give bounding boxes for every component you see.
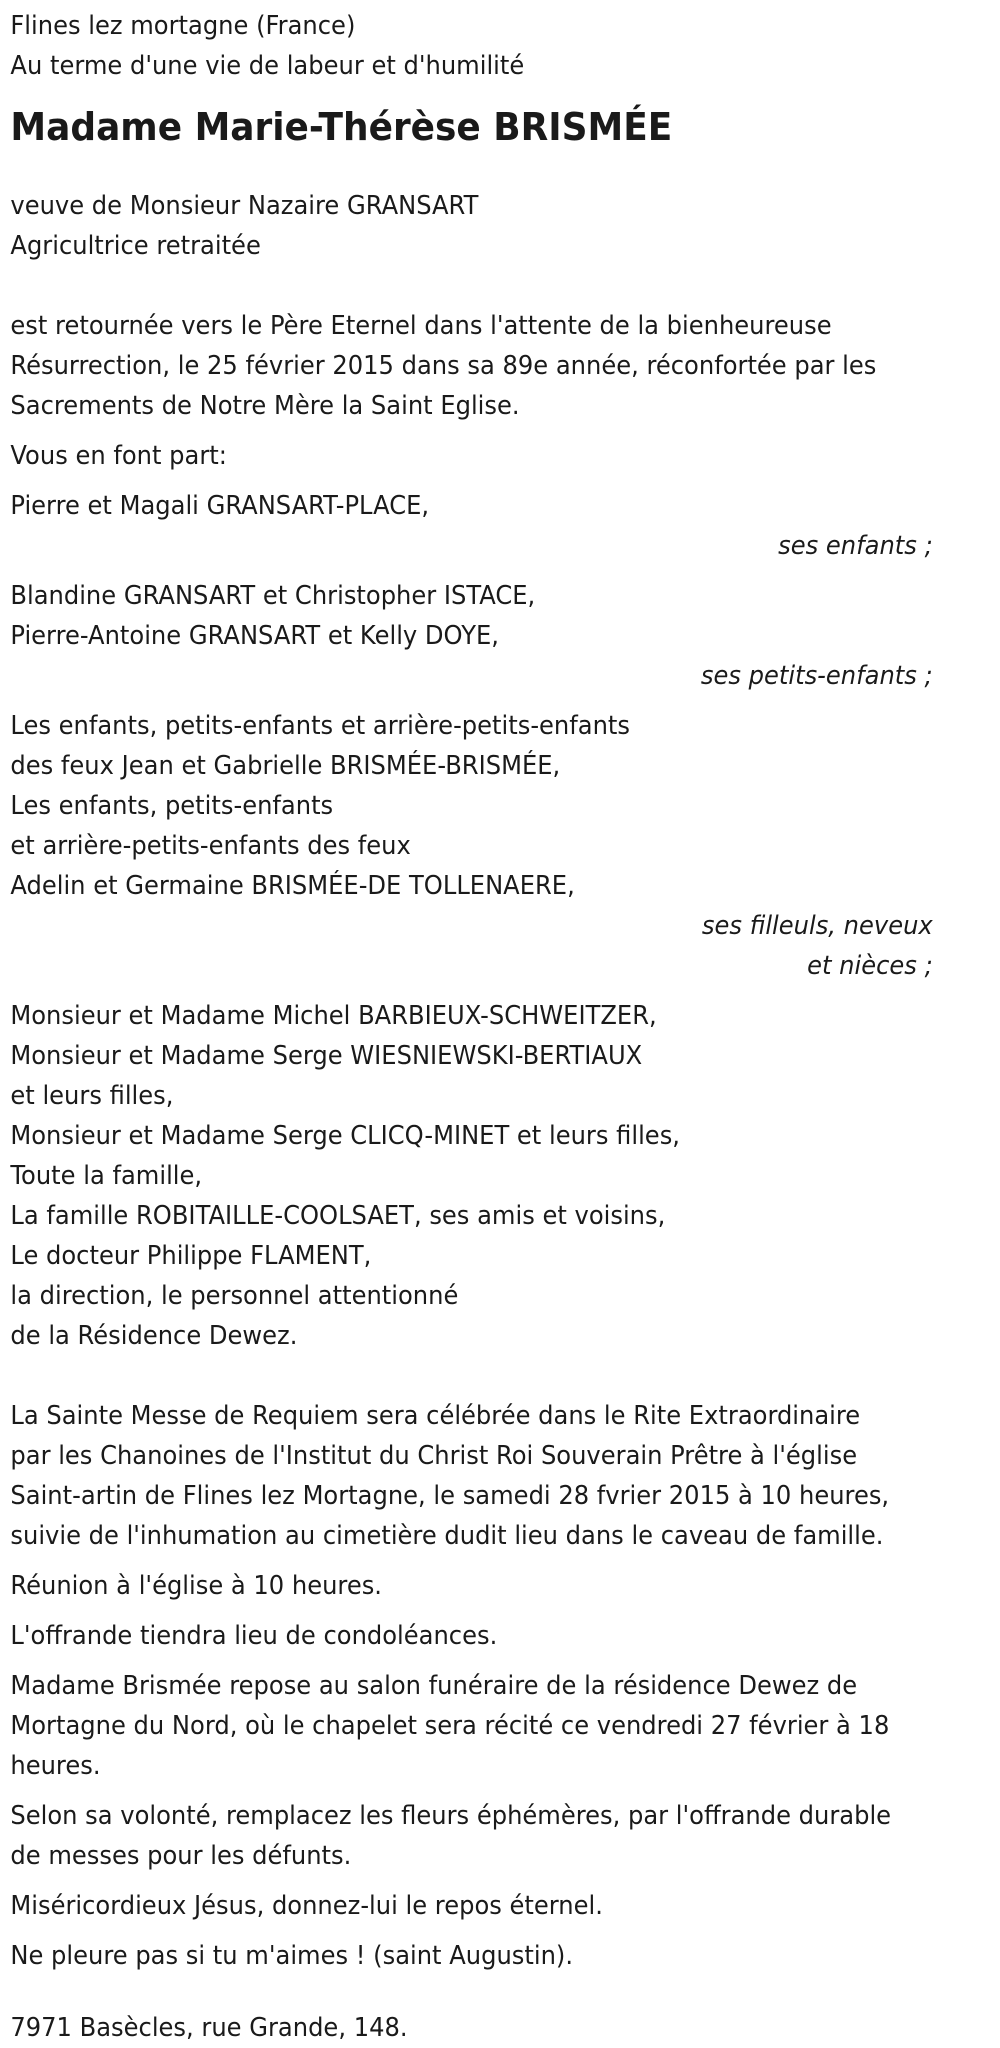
widow-of-line: veuve de Monsieur Nazaire GRANSART [10,191,479,221]
ceremony-line: par les Chanoines de l'Institut du Christ Roi Souverain Prêtre à l'église [10,1441,858,1471]
family-line: Adelin et Germaine BRISMÉE-DE TOLLENAERE, [10,871,575,901]
location-line: Flines lez mortagne (France) [10,11,356,41]
family-line: Pierre et Magali GRANSART-PLACE, [10,491,430,521]
family-line: Les enfants, petits-enfants et arrière-petits-enfants [10,711,631,741]
others-line: et leurs filles, [10,1081,174,1111]
family-line: et arrière-petits-enfants des feux [10,831,411,861]
announcement-paragraph [10,306,932,426]
intro-line: Au terme d'une vie de labeur et d'humilité [10,51,525,81]
relation-label: et nièces ; [807,951,933,981]
family-line: des feux Jean et Gabrielle BRISMÉE-BRISMÉE, [10,751,561,781]
others-line: Monsieur et Madame Michel BARBIEUX-SCHWEITZER, [10,1001,657,1031]
family-group-children [10,486,932,566]
others-line: Monsieur et Madame Serge CLICQ-MINET et leurs filles, [10,1121,680,1151]
rest-paragraph [10,1666,932,1786]
family-line: Pierre-Antoine GRANSART et Kelly DOYE, [10,621,500,651]
family-line: Les enfants, petits-enfants [10,791,334,821]
condolences-line: L'offrande tiendra lieu de condoléances. [10,1621,498,1651]
rest-line: Madame Brismée repose au salon funéraire de la résidence Dewez de [10,1671,858,1701]
ceremony-line: suivie de l'inhumation au cimetière dudit lieu dans le caveau de famille. [10,1521,884,1551]
others-list [10,996,932,1356]
others-line: de la Résidence Dewez. [10,1321,298,1351]
wish-paragraph [10,1796,932,1876]
others-line: la direction, le personnel attentionné [10,1281,459,1311]
others-line: La famille ROBITAILLE-COOLSAET, ses amis et voisins, [10,1201,666,1231]
family-line: Blandine GRANSART et Christopher ISTACE, [10,581,536,611]
relation-label: ses petits-enfants ; [700,661,933,691]
occupation-line: Agricultrice retraitée [10,231,261,261]
relation-label: ses enfants ; [778,531,933,561]
family-group-godchildren [10,706,932,986]
announcement-line: est retournée vers le Père Eternel dans l'attente de la bienheureuse [10,311,832,341]
ceremony-paragraph [10,1396,932,1556]
address-line: 7971 Basècles, rue Grande, 148. [10,2013,408,2043]
rest-line: Mortagne du Nord, où le chapelet sera récité ce vendredi 27 février à 18 [10,1711,890,1741]
announcement-line: Sacrements de Notre Mère la Saint Eglise. [10,391,520,421]
announcement-line: Résurrection, le 25 février 2015 dans sa 89e année, réconfortée par les [10,351,877,381]
others-line: Monsieur et Madame Serge WIESNIEWSKI-BERTIAUX [10,1041,643,1071]
quote-line: Ne pleure pas si tu m'aimes ! (saint Augustin). [10,1941,574,1971]
wish-line: Selon sa volonté, remplacez les fleurs éphémères, par l'offrande durable [10,1801,892,1831]
others-line: Toute la famille, [10,1161,203,1191]
others-line: Le docteur Philippe FLAMENT, [10,1241,372,1271]
family-group-grandchildren [10,576,932,696]
ceremony-line: La Sainte Messe de Requiem sera célébrée dans le Rite Extraordinaire [10,1401,861,1431]
ceremony-line: Saint-artin de Flines lez Mortagne, le samedi 28 fvrier 2015 à 10 heures, [10,1481,890,1511]
notice-intro: Vous en font part: [10,441,227,471]
meeting-line: Réunion à l'église à 10 heures. [10,1571,383,1601]
deceased-name: Madame Marie-Thérèse BRISMÉE [10,105,673,149]
prayer-line: Miséricordieux Jésus, donnez-lui le repos éternel. [10,1891,603,1921]
rest-line: heures. [10,1751,101,1781]
relation-label: ses filleuls, neveux [701,911,933,941]
wish-line: de messes pour les défunts. [10,1841,352,1871]
